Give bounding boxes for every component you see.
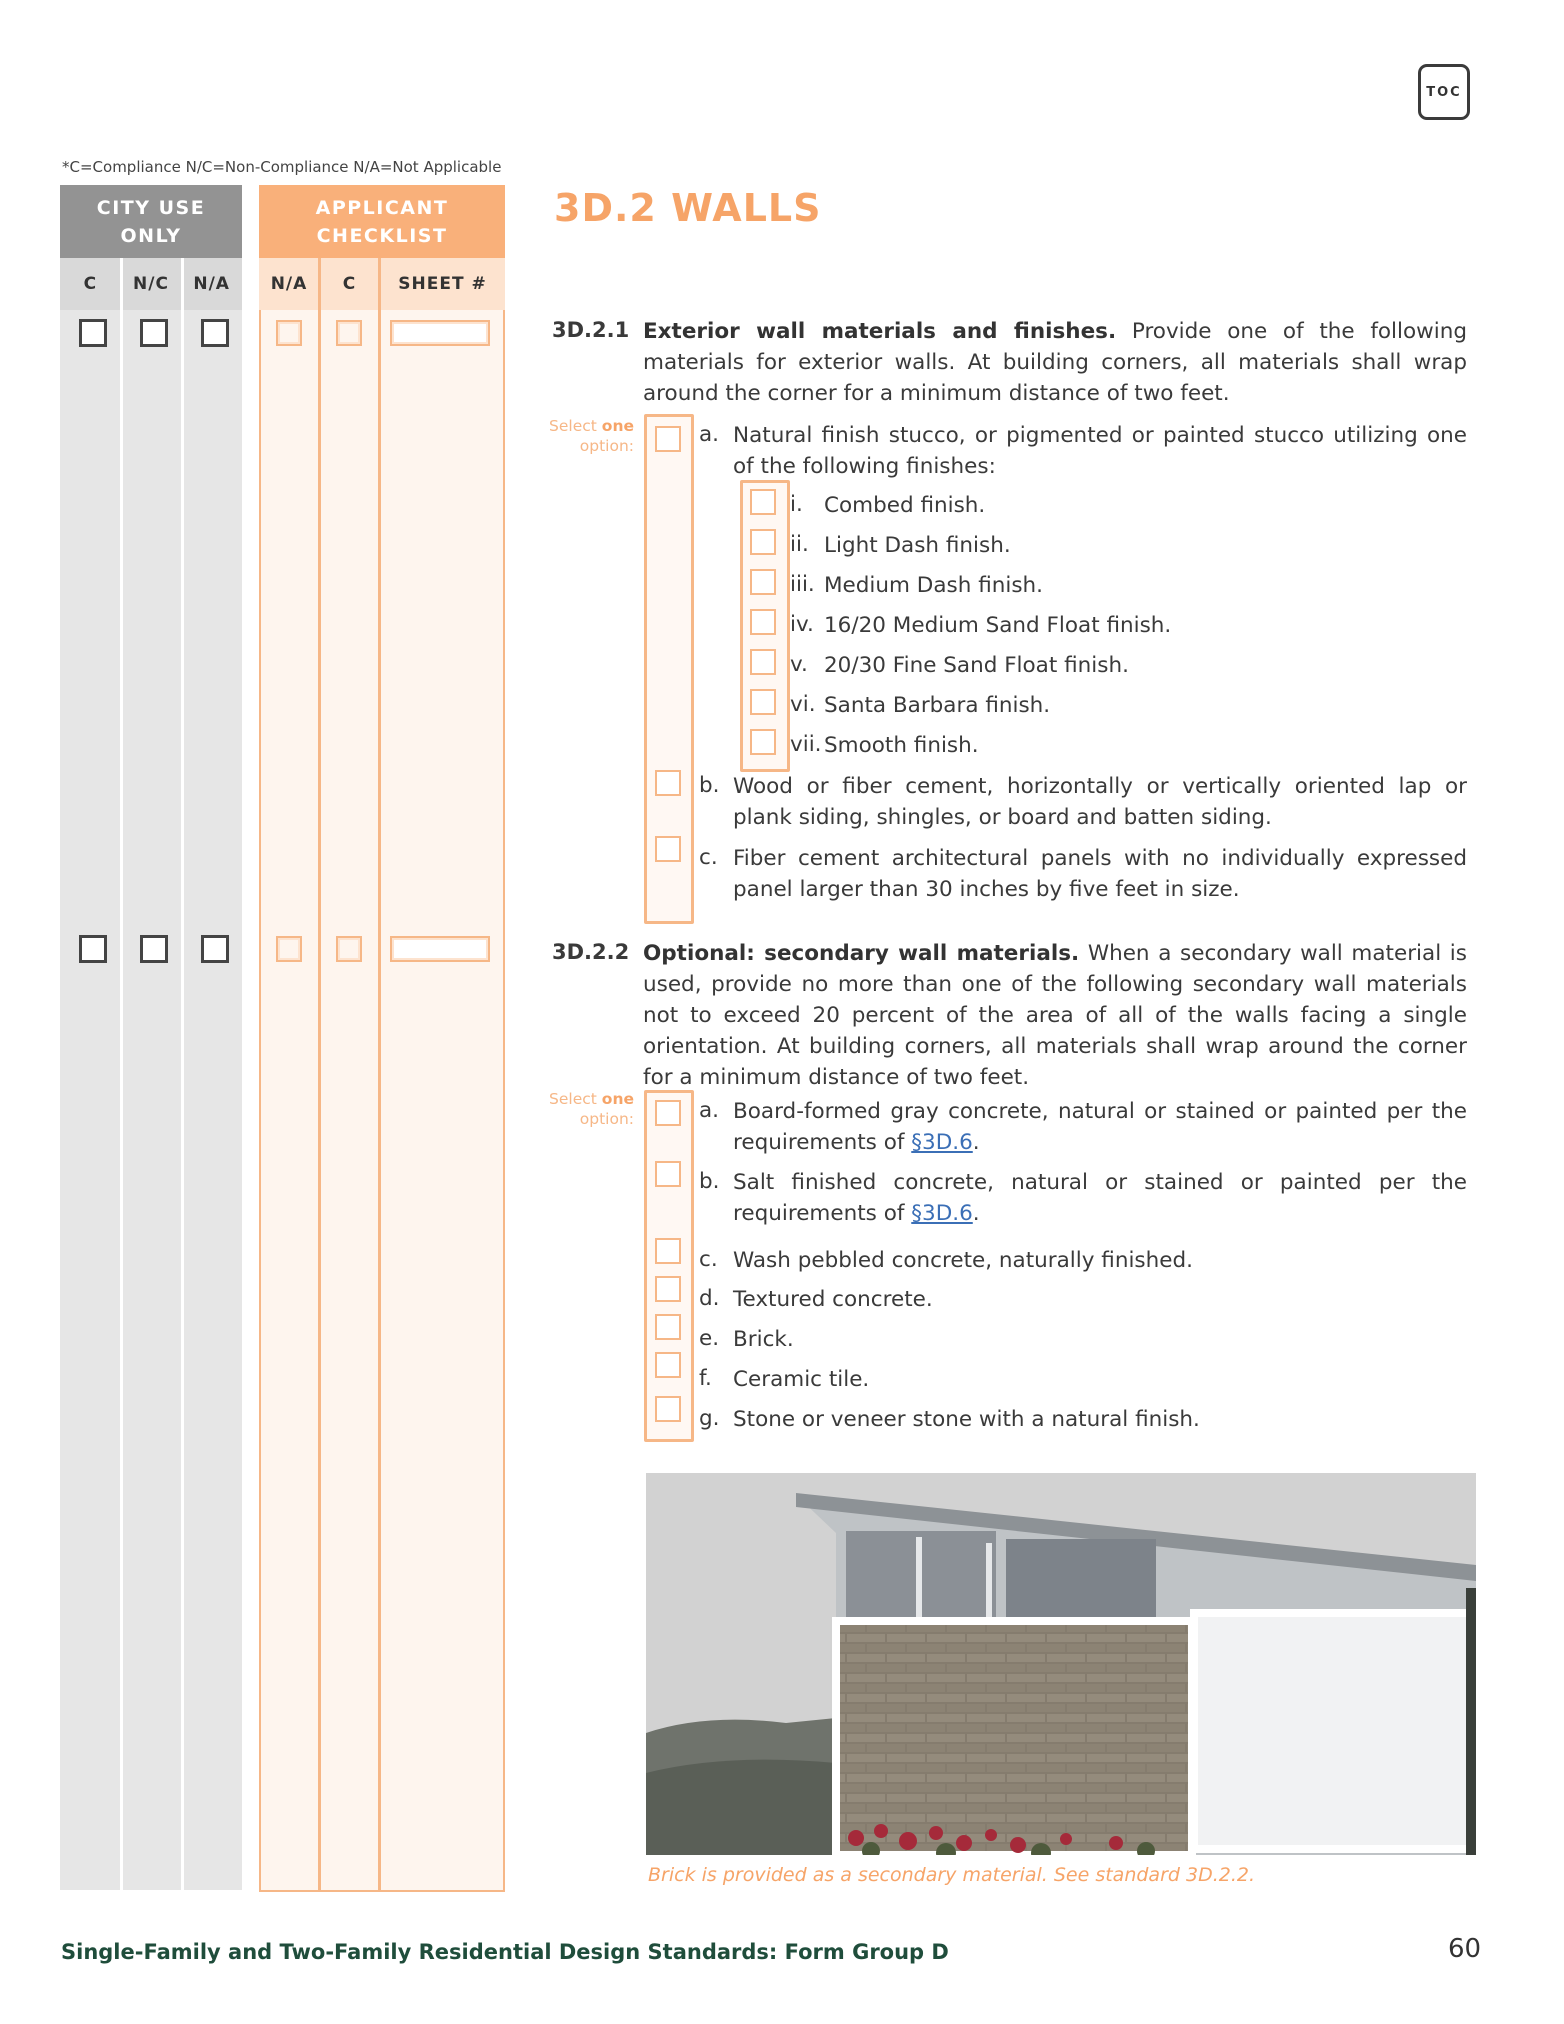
- section-heading: Optional: secondary wall materials.: [643, 941, 1080, 966]
- city-c-checkbox[interactable]: [79, 319, 107, 347]
- city-nc-checkbox[interactable]: [140, 319, 168, 347]
- item-letter: b.: [699, 1169, 720, 1194]
- toc-button[interactable]: [1418, 64, 1470, 120]
- subitem-text: Combed finish.: [824, 493, 986, 518]
- page-number: 60: [1448, 1934, 1482, 1964]
- divider: [318, 258, 321, 1892]
- section-link[interactable]: §3D.6: [911, 1201, 973, 1226]
- item-text: Salt finished concrete, natural or stained or painted per the requirements of §3D.6.: [733, 1170, 1467, 1226]
- sub-option-checkbox[interactable]: [750, 729, 776, 755]
- section-number: 3D.2.2: [552, 940, 630, 964]
- item-text: Textured concrete.: [733, 1287, 933, 1312]
- subitem-text: Medium Dash finish.: [824, 573, 1043, 598]
- section-body: When a secondary wall material is used, provide no more than one of the following secondary wall materials not to exceed 20 percent of the area of all of the walls facing a single orientation. At building corners, all materials shall wrap around the corner for a minimum distance of two feet.: [643, 941, 1467, 1090]
- sheet-number-field[interactable]: [390, 936, 490, 962]
- col-c: C: [83, 274, 98, 294]
- subitem-num: v.: [790, 652, 808, 677]
- option-c-checkbox[interactable]: [655, 836, 681, 862]
- city-na-checkbox[interactable]: [201, 935, 229, 963]
- item-letter: c.: [699, 845, 718, 870]
- building-photo: [646, 1473, 1476, 1855]
- subitem-text: Santa Barbara finish.: [824, 693, 1051, 718]
- subitem-num: vi.: [790, 692, 816, 717]
- item-letter: a.: [699, 422, 720, 447]
- item-letter: g.: [699, 1406, 720, 1431]
- applicant-column: [259, 310, 505, 1892]
- city-use-column: [60, 310, 242, 1890]
- item-text: Natural finish stucco, or pigmented or painted stucco utilizing one of the following finishes:: [733, 423, 1467, 479]
- section-title: 3D.2 WALLS: [554, 186, 822, 230]
- section-number: 3D.2.1: [552, 318, 630, 342]
- option-group: [644, 1090, 694, 1442]
- option-d-checkbox[interactable]: [655, 1276, 681, 1302]
- photo-caption: Brick is provided as a secondary material. See standard 3D.2.2.: [648, 1864, 1255, 1886]
- sub-option-checkbox[interactable]: [750, 609, 776, 635]
- item-text: Brick.: [733, 1327, 794, 1352]
- item-letter: d.: [699, 1286, 720, 1311]
- legend-note: *C=Compliance N/C=Non-Compliance N/A=Not Applicable: [62, 158, 502, 176]
- applicant-na-checkbox[interactable]: [276, 320, 302, 346]
- option-c-checkbox[interactable]: [655, 1238, 681, 1264]
- applicant-subheader: [259, 258, 505, 310]
- item-letter: c.: [699, 1247, 718, 1272]
- subitem-text: 20/30 Fine Sand Float finish.: [824, 653, 1129, 678]
- item-text: Ceramic tile.: [733, 1367, 870, 1392]
- item-letter: b.: [699, 773, 720, 798]
- option-a-checkbox[interactable]: [655, 1100, 681, 1126]
- section-body: Provide one of the following materials for exterior walls. At building corners, all materials shall wrap around the corner for a minimum distance of two feet.: [643, 319, 1467, 406]
- subitem-text: 16/20 Medium Sand Float finish.: [824, 613, 1172, 638]
- item-letter: e.: [699, 1326, 720, 1351]
- sub-option-checkbox[interactable]: [750, 649, 776, 675]
- subitem-num: iv.: [790, 612, 814, 637]
- col-na: N/A: [270, 274, 308, 294]
- section-link[interactable]: §3D.6: [911, 1130, 973, 1155]
- divider: [120, 258, 123, 1890]
- city-na-checkbox[interactable]: [201, 319, 229, 347]
- applicant-checklist-header: APPLICANT CHECKLIST: [259, 185, 505, 258]
- sheet-number-field[interactable]: [390, 320, 490, 346]
- subitem-text: Smooth finish.: [824, 733, 979, 758]
- subitem-num: iii.: [790, 572, 815, 597]
- subitem-text: Light Dash finish.: [824, 533, 1011, 558]
- option-b-checkbox[interactable]: [655, 1161, 681, 1187]
- divider: [181, 258, 184, 1890]
- divider: [378, 258, 381, 1892]
- toc-label: TOC: [1426, 84, 1462, 100]
- item-text: Fiber cement architectural panels with no individually expressed panel larger than 30 inches by five feet in size.: [733, 846, 1467, 902]
- col-nc: N/C: [133, 274, 169, 294]
- applicant-c-checkbox[interactable]: [336, 936, 362, 962]
- section-paragraph: [643, 938, 1467, 1093]
- section-paragraph: [643, 316, 1467, 409]
- sub-option-checkbox[interactable]: [750, 689, 776, 715]
- item-text: Wood or fiber cement, horizontally or vertically oriented lap or plank siding, shingles, or board and batten siding.: [733, 774, 1467, 830]
- city-use-subheader: [60, 258, 242, 310]
- sub-option-checkbox[interactable]: [750, 529, 776, 555]
- item-text: Stone or veneer stone with a natural finish.: [733, 1407, 1200, 1432]
- col-na: N/A: [193, 274, 230, 294]
- col-sheet: SHEET #: [398, 274, 487, 294]
- col-c: C: [342, 274, 357, 294]
- subitem-num: i.: [790, 492, 803, 517]
- city-use-header: CITY USE ONLY: [60, 185, 242, 258]
- item-letter: f.: [699, 1366, 712, 1391]
- option-g-checkbox[interactable]: [655, 1396, 681, 1422]
- sub-option-checkbox[interactable]: [750, 489, 776, 515]
- city-c-checkbox[interactable]: [79, 935, 107, 963]
- subitem-num: ii.: [790, 532, 809, 557]
- section-heading: Exterior wall materials and finishes.: [643, 319, 1117, 344]
- item-text: Board-formed gray concrete, natural or stained or painted per the requirements of §3D.6.: [733, 1099, 1467, 1155]
- select-one-note: Select one option:: [549, 1090, 634, 1128]
- option-f-checkbox[interactable]: [655, 1352, 681, 1378]
- item-letter: a.: [699, 1098, 720, 1123]
- footer-title: Single-Family and Two-Family Residential Design Standards: Form Group D: [61, 1940, 949, 1964]
- applicant-na-checkbox[interactable]: [276, 936, 302, 962]
- city-nc-checkbox[interactable]: [140, 935, 168, 963]
- applicant-c-checkbox[interactable]: [336, 320, 362, 346]
- select-one-note: Select one option:: [549, 417, 634, 455]
- subitem-num: vii.: [790, 732, 822, 757]
- sub-option-checkbox[interactable]: [750, 569, 776, 595]
- option-e-checkbox[interactable]: [655, 1314, 681, 1340]
- option-b-checkbox[interactable]: [655, 770, 681, 796]
- item-text: Wash pebbled concrete, naturally finished.: [733, 1248, 1193, 1273]
- option-a-checkbox[interactable]: [655, 426, 681, 452]
